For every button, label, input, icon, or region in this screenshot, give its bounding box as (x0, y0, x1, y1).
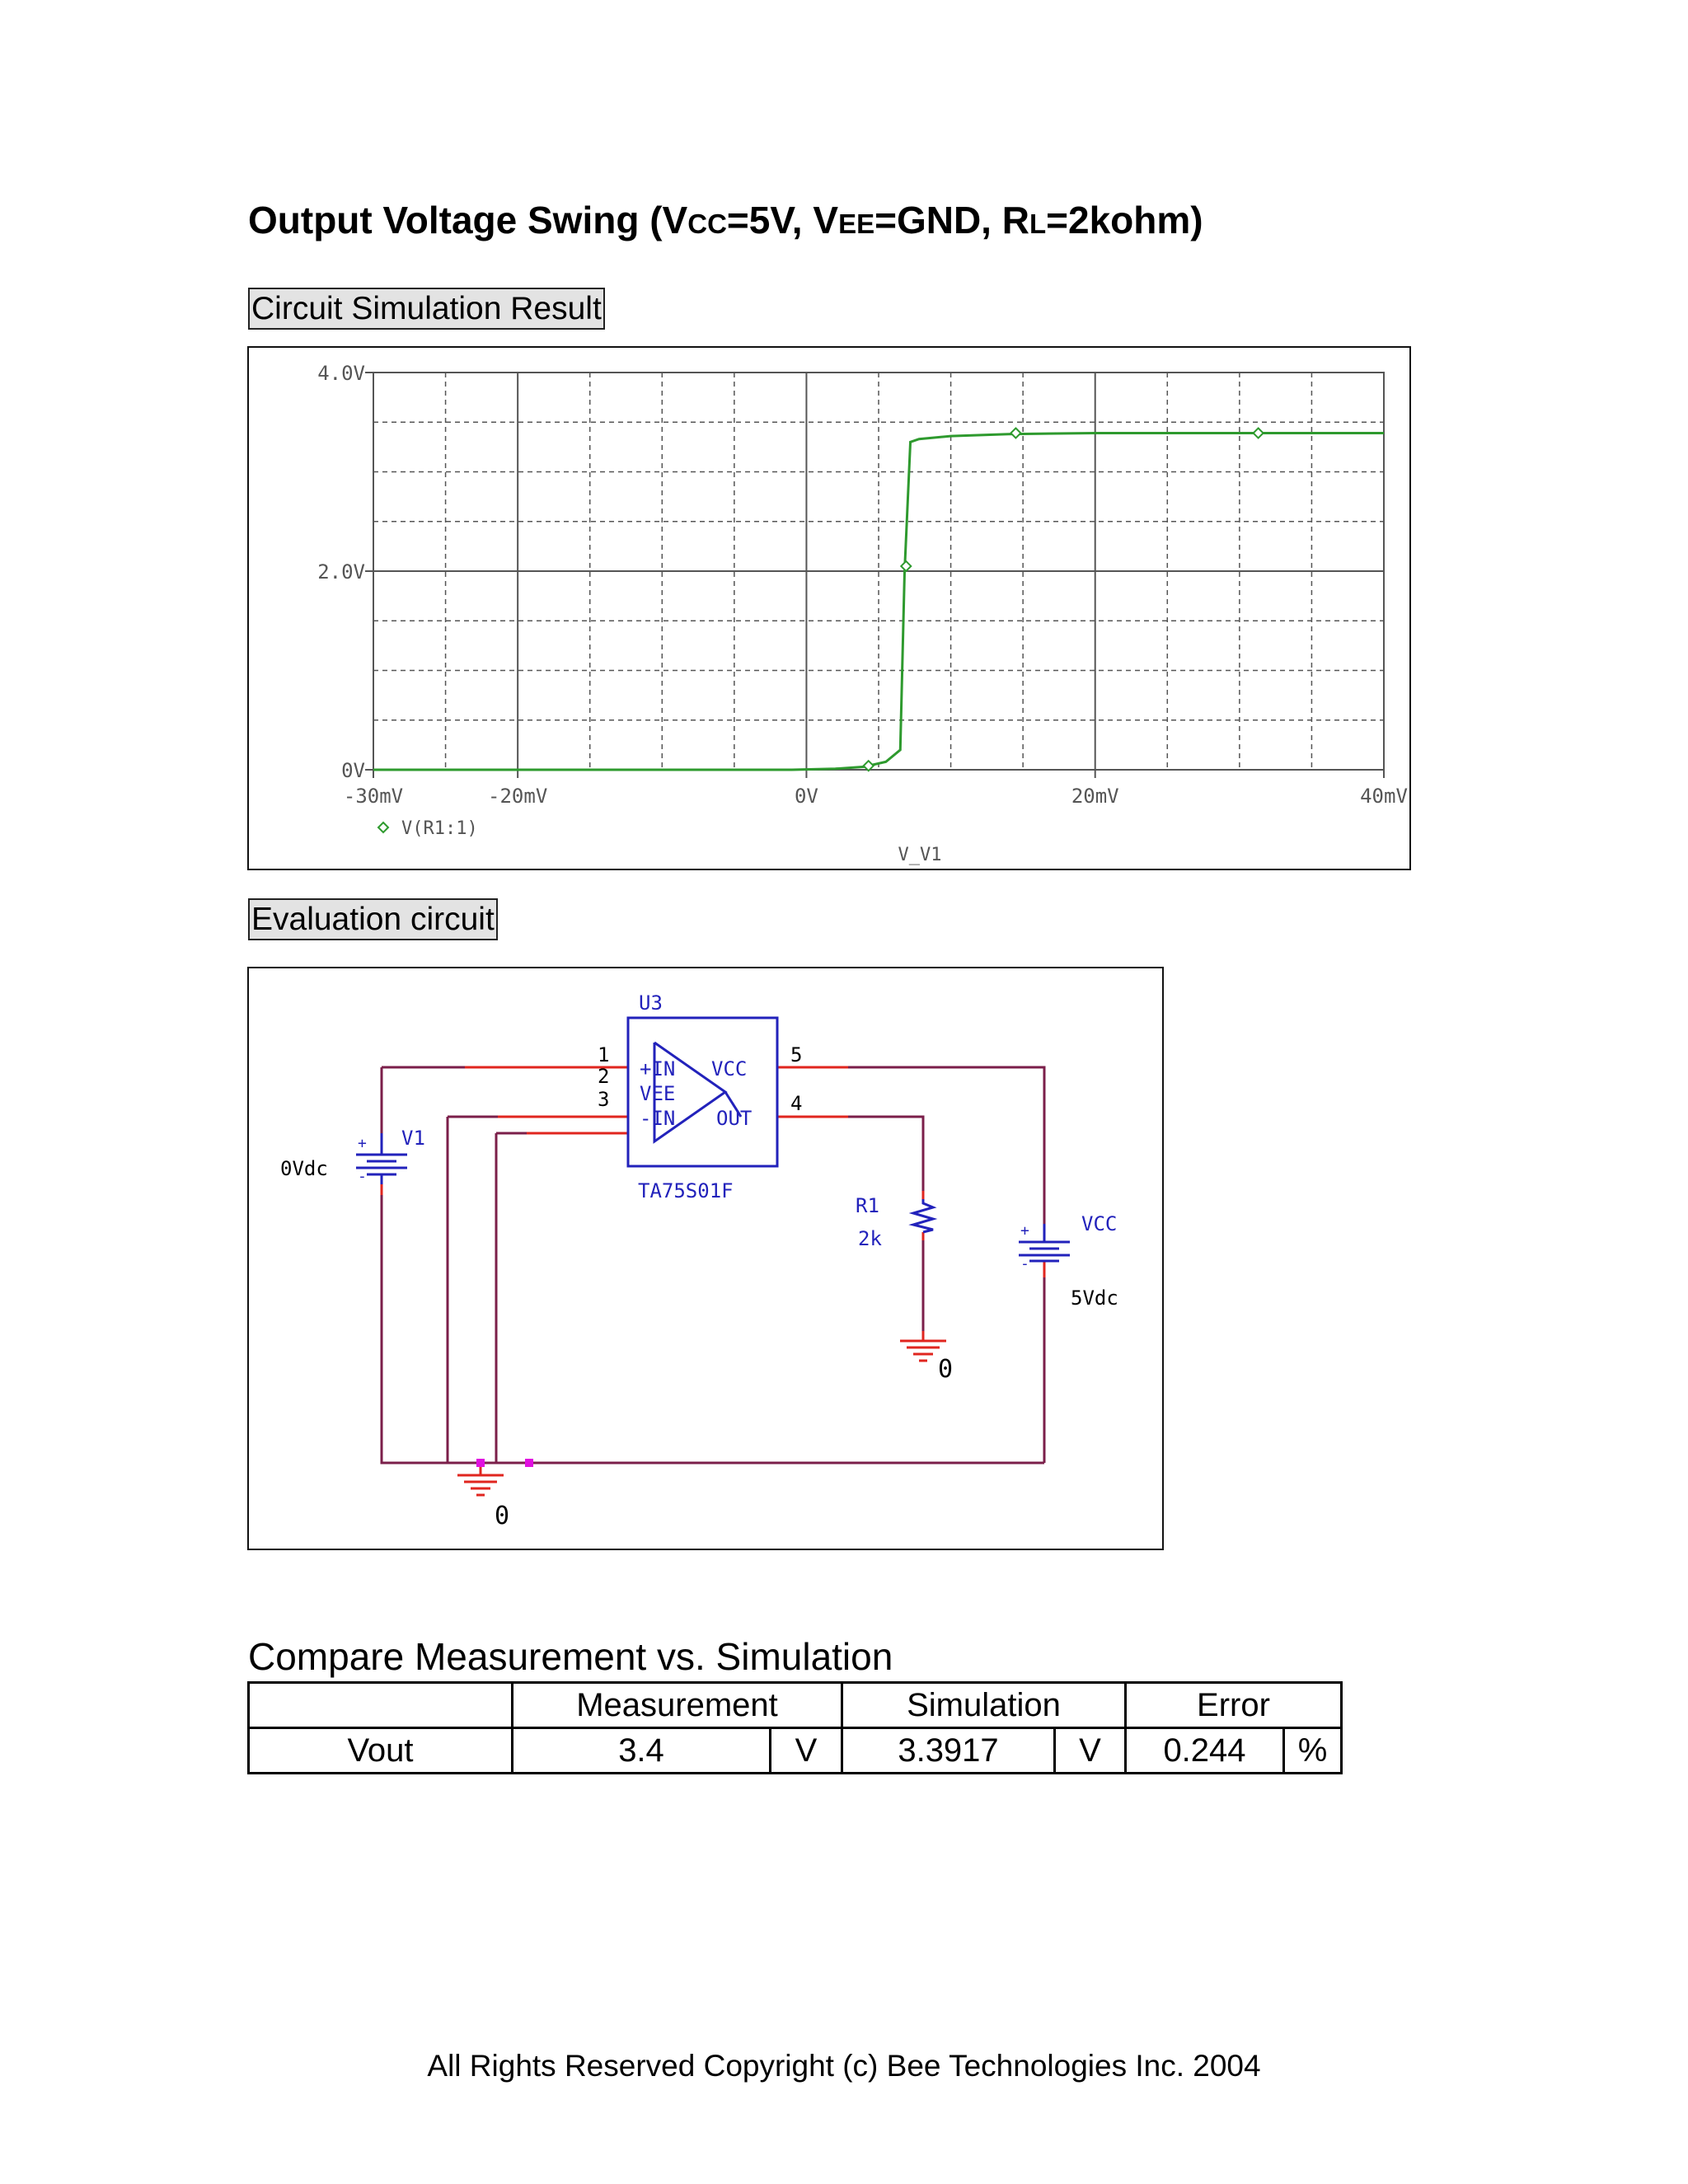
page-title: Output Voltage Swing (VCC=5V, VEE=GND, RL=2kohm) (248, 199, 1203, 241)
series-marker (1010, 429, 1020, 438)
junction-dot (476, 1459, 485, 1467)
simulation-chart-frame (247, 346, 1411, 870)
table-row (249, 1728, 1342, 1774)
ground-symbol-main (457, 1475, 504, 1495)
y-tick-label: 2.0V (317, 560, 365, 583)
pin-name-vcc: VCC (711, 1057, 748, 1080)
measurement-value: 3.4 (513, 1728, 771, 1774)
pin-number-1: 1 (598, 1043, 610, 1066)
vcc-name-label: VCC (1081, 1212, 1118, 1235)
simulation-value: 3.3917 (842, 1728, 1055, 1774)
y-tick-label: 4.0V (317, 362, 365, 385)
pin-number-3: 3 (598, 1088, 610, 1111)
compare-table (247, 1681, 1343, 1774)
v1-value-label: 0Vdc (280, 1157, 328, 1180)
schematic (249, 968, 1162, 1549)
legend-label: V(R1:1) (401, 818, 478, 839)
x-tick-label: 20mV (1071, 785, 1119, 808)
copyright-footer: All Rights Reserved Copyright (c) Bee Technologies Inc. 2004 (427, 2049, 1261, 2083)
opamp-ref-label: U3 (639, 991, 663, 1015)
pin-name-minus-in: -IN (640, 1107, 676, 1130)
pin-name-plus-in: +IN (640, 1057, 676, 1080)
x-tick-label: -20mV (488, 785, 548, 808)
resistor-r1 (913, 1199, 933, 1232)
pin-number-5: 5 (790, 1043, 803, 1066)
measurement-unit: V (771, 1728, 842, 1774)
x-tick-label: 0V (794, 785, 818, 808)
vcc-value-label: 5Vdc (1071, 1286, 1118, 1310)
v1-name-label: V1 (401, 1127, 425, 1150)
opamp-part-label: TA75S01F (638, 1179, 734, 1202)
compare-heading: Compare Measurement vs. Simulation (248, 1635, 893, 1678)
ground-label-main: 0 (495, 1502, 510, 1530)
table-header-cell: Measurement (513, 1683, 842, 1728)
legend-marker (378, 823, 388, 832)
polarity-plus-mark: + (1020, 1222, 1029, 1240)
x-tick-label: 40mV (1360, 785, 1408, 808)
polarity-plus-mark: + (358, 1135, 367, 1152)
error-value: 0.244 (1126, 1728, 1284, 1774)
table-header-row (249, 1683, 1342, 1728)
evaluation-circuit-frame (247, 967, 1164, 1550)
junction-dot (525, 1459, 533, 1467)
table-header-cell: Simulation (842, 1683, 1126, 1728)
r1-name-label: R1 (856, 1194, 879, 1217)
y-tick-label: 0V (341, 759, 365, 782)
table-header-cell (249, 1683, 513, 1728)
row-label: Vout (249, 1728, 513, 1774)
pin-name-vee: VEE (640, 1082, 676, 1105)
simulation-unit: V (1055, 1728, 1126, 1774)
ground-label-r1: 0 (938, 1355, 954, 1384)
r1-value-label: 2k (858, 1227, 882, 1250)
x-tick-label: -30mV (343, 785, 404, 808)
simulation-chart (249, 348, 1409, 869)
series-marker (1254, 429, 1264, 438)
x-axis-label: V_V1 (898, 845, 942, 865)
circuit-simulation-result-label: Circuit Simulation Result (248, 288, 605, 330)
polarity-minus-mark: - (358, 1168, 367, 1185)
pin-number-4: 4 (790, 1092, 803, 1115)
pin-number-2: 2 (598, 1065, 610, 1088)
error-unit: % (1284, 1728, 1342, 1774)
pin-name-out: OUT (716, 1107, 753, 1130)
pin-stubs (382, 1067, 1044, 1475)
polarity-minus-mark: - (1020, 1255, 1029, 1272)
series-marker (901, 561, 911, 571)
wires (382, 1067, 1044, 1463)
evaluation-circuit-label: Evaluation circuit (248, 898, 498, 940)
table-header-cell: Error (1126, 1683, 1342, 1728)
